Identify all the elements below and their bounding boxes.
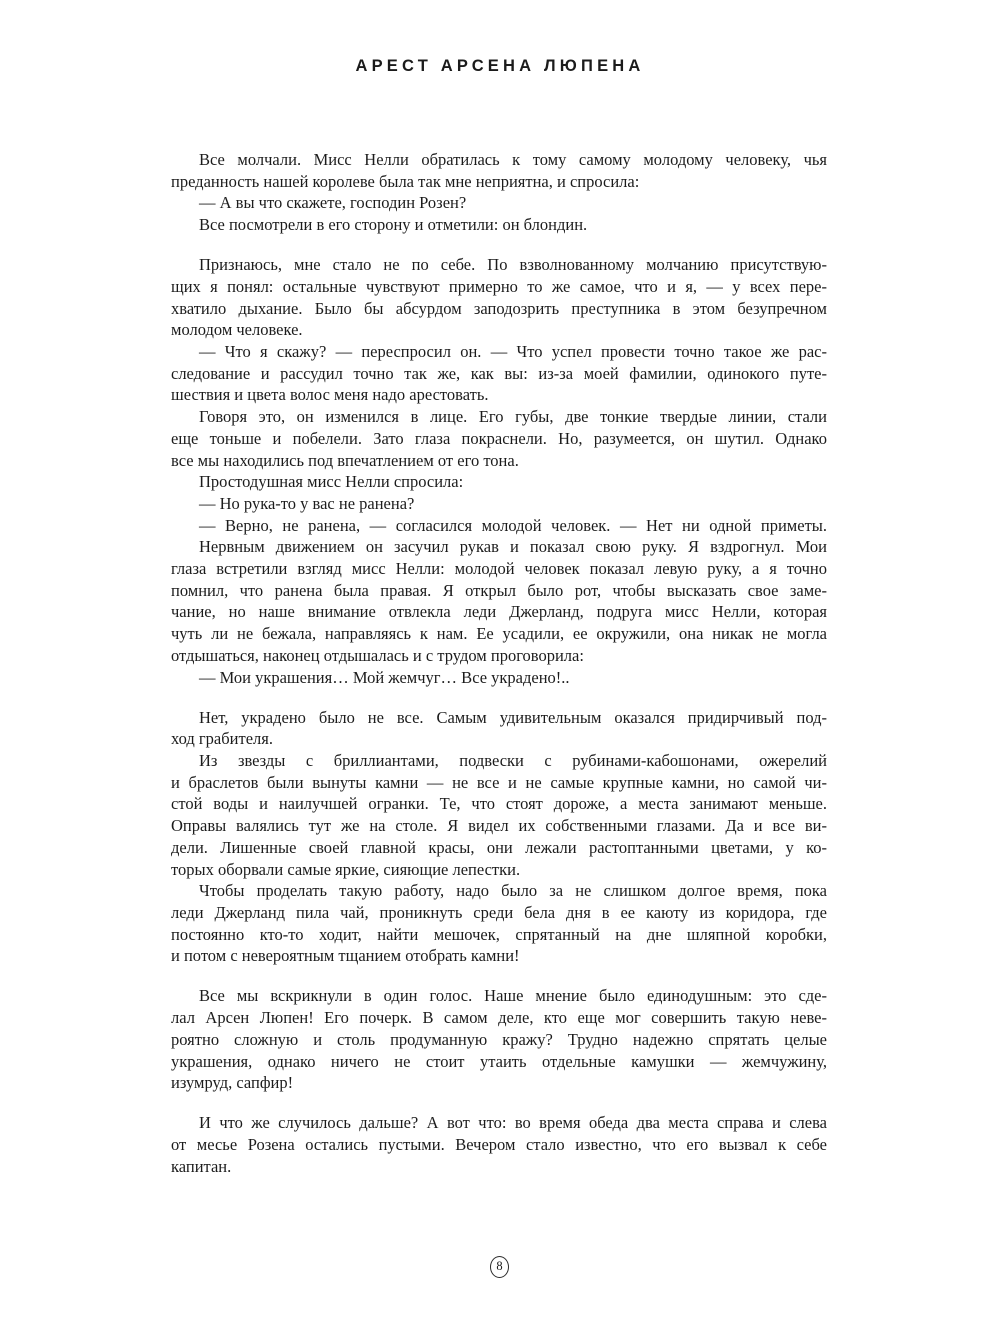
- paragraph-gap: [171, 236, 827, 254]
- text-line: капитан.: [171, 1156, 232, 1176]
- paragraph: [171, 880, 827, 967]
- text-line: Из звезды с бриллиантами, подвески с рубинами-кабошонами, ожерелий: [199, 751, 827, 771]
- page-number: 8: [496, 1259, 503, 1273]
- paragraph: [171, 214, 827, 236]
- text-line: дели. Лишенные своей главной красы, они лежали растоптанными цветами, у ко-: [171, 837, 827, 857]
- text-line: украшения, однако ничего не стоит утаить отдельные камушки — жемчужину,: [171, 1051, 827, 1071]
- text-line: Говоря это, он изменился в лице. Его губы, две тонкие твердые линии, стали: [199, 407, 827, 427]
- paragraph-gap: [171, 967, 827, 985]
- paragraph: [171, 667, 827, 689]
- text-line: роятно сложную и столь продуманную кражу? Трудно надежно спрятать целые: [171, 1029, 827, 1049]
- text-line: постоянно кто-то ходит, найти мешочек, спрятанный на дне шляпной коробки,: [171, 924, 827, 944]
- text-line: Признаюсь, мне стало не по себе. По взволнованному молчанию присутствую-: [199, 255, 827, 275]
- paragraph: [171, 493, 827, 515]
- text-line: Простодушная мисс Нелли спросила:: [199, 472, 464, 492]
- paragraph: [171, 471, 827, 493]
- text-line: — Верно, не ранена, — согласился молодой человек. — Нет ни одной приметы.: [199, 515, 827, 535]
- text-line: торых оборвали самые яркие, сияющие лепестки.: [171, 859, 521, 879]
- text-line: Все молчали. Мисс Нелли обратилась к тому самому молодому человеку, чья: [199, 150, 827, 169]
- text-column: [171, 149, 827, 1178]
- text-line: и браслетов были вынуты камни — не все и не самые крупные камни, но самой чи-: [171, 772, 827, 792]
- chapter-title: АРЕСТ АРСЕНА ЛЮПЕНА: [355, 57, 645, 75]
- text-line: Оправы валялись тут же на столе. Я видел их собственными глазами. Да и все ви-: [171, 816, 827, 836]
- paragraph: [171, 515, 827, 537]
- text-line: И что же случилось дальше? А вот что: во время обеда два места справа и слева: [199, 1113, 827, 1133]
- text-line: Нервным движением он засучил рукав и показал свою руку. Я вздрогнул. Мои: [199, 537, 827, 557]
- text-line: лал Арсен Люпен! Его почерк. В самом деле, кто еще мог совершить такую неве-: [171, 1008, 827, 1028]
- text-line: от месье Розена остались пустыми. Вечером стало известно, что его вызвал к себе: [171, 1135, 827, 1155]
- text-line: еще тоньше и побелели. Зато глаза покраснели. Но, разумеется, он шутил. Однако: [171, 428, 827, 448]
- text-line: Все посмотрели в его сторону и отметили: он блондин.: [199, 215, 588, 235]
- text-line: — Мои украшения… Мой жемчуг… Все украдено!..: [199, 667, 570, 687]
- text-line: — А вы что скажете, господин Розен?: [199, 193, 467, 213]
- text-line: чание, но наше внимание отвлекла леди Джерланд, подруга мисс Нелли, которая: [171, 602, 827, 622]
- paragraph: [171, 254, 827, 341]
- text-line: глаза встретили взгляд мисс Нелли: молодой человек показал левую руку, а я точно: [171, 559, 827, 579]
- paragraph: [171, 341, 827, 406]
- text-line: — Что я скажу? — переспросил он. — Что успел провести точно такое же рас-: [199, 342, 827, 362]
- text-line: молодом человеке.: [171, 320, 303, 340]
- paragraph: [171, 750, 827, 880]
- text-line: Чтобы проделать такую работу, надо было за не слишком долгое время, пока: [199, 881, 827, 901]
- page-number-badge: [490, 1256, 509, 1278]
- paragraph: [171, 536, 827, 666]
- text-line: помнил, что ранена была правая. Я открыл было рот, чтобы высказать свое заме-: [171, 580, 827, 600]
- text-line: Нет, украдено было не все. Самым удивительным оказался придирчивый под-: [199, 707, 827, 727]
- text-line: шествия и цвета волос меня надо арестовать.: [171, 385, 489, 405]
- paragraph-gap: [171, 688, 827, 706]
- paragraph: [171, 149, 827, 192]
- paragraph-gap: [171, 1094, 827, 1112]
- text-line: чуть ли не бежала, направляясь к нам. Ее усадили, ее окружили, она никак не могла: [171, 624, 827, 644]
- text-line: отдышаться, наконец отдышалась и с трудом проговорила:: [171, 645, 584, 665]
- text-line: и потом с невероятным тщанием отобрать камни!: [171, 946, 520, 966]
- paragraph: [171, 1112, 827, 1177]
- text-line: Все мы вскрикнули в один голос. Наше мнение было единодушным: это сде-: [199, 986, 827, 1006]
- paragraph: [171, 406, 827, 471]
- text-line: изумруд, сапфир!: [171, 1073, 294, 1093]
- text-line: щих я понял: остальные чувствуют примерно то же самое, что и я, — у всех пере-: [171, 276, 827, 296]
- text-line: преданность нашей королеве была так мне неприятна, и спросила:: [171, 171, 640, 191]
- text-line: — Но рука-то у вас не ранена?: [199, 493, 415, 513]
- text-line: следование и рассудил точно так же, как вы: из-за моей фамилии, одинокого путе-: [171, 363, 827, 383]
- text-line: ход грабителя.: [171, 729, 273, 749]
- paragraph: [171, 985, 827, 1094]
- text-line: хватило дыхание. Было бы абсурдом заподозрить преступника в этом безупречном: [171, 298, 827, 318]
- paragraph: [171, 707, 827, 750]
- text-line: леди Джерланд пила чай, проникнуть среди бела дня в ее каюту из коридора, где: [171, 902, 827, 922]
- text-line: все мы находились под впечатлением от его тона.: [171, 450, 519, 470]
- paragraph: [171, 192, 827, 214]
- text-line: стой воды и наилучшей огранки. Те, что стоят дороже, а места занимают меньше.: [171, 794, 827, 814]
